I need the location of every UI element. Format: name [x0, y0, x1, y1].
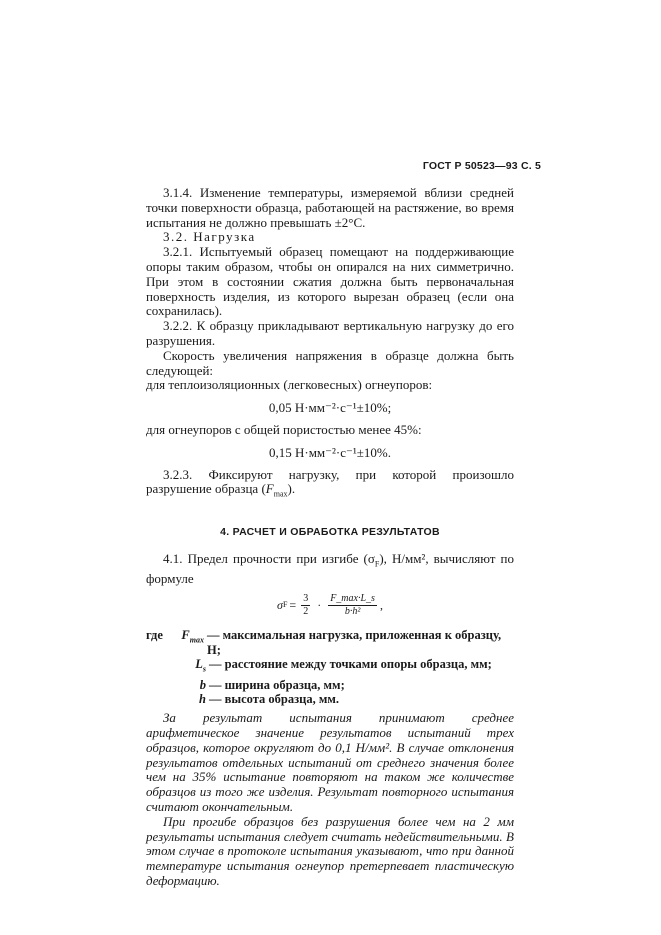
document-body	[146, 186, 514, 889]
heading-3-2-load: 3.2. Нагрузка	[163, 229, 256, 245]
legend-description: — максимальная нагрузка, приложенная к образцу, Н;	[207, 627, 502, 657]
formula-lhs-subscript: F	[282, 599, 288, 609]
formula-porous: 0,15 Н·мм⁻²·с⁻¹±10%.	[268, 444, 391, 460]
legend-symbol: $L_s$	[195, 657, 206, 674]
paragraph-3-1-4: 3.1.4. Изменение температуры, измеряемой вблизи средней точки поверхности образца, работающей на растяжение, во время испытания не должно превышать ±2°С.	[146, 185, 514, 230]
sigma-subscript: F	[374, 559, 380, 569]
legend-row	[146, 678, 514, 693]
fraction2-denominator: b·h²	[344, 605, 361, 617]
formula-dot: ·	[317, 597, 322, 612]
fraction2-numerator: F_max·L_s	[330, 592, 375, 604]
paragraph-3-2-1: 3.2.1. Испытуемый образец помещают на поддерживающие опоры таким образом, чтобы он опирался на них симметрично. При этом в состоянии сжатия должна быть первоначальная поверхность изделия, из которого вырезан образец (если она сохранилась).	[146, 244, 514, 319]
legend-symbol: b	[199, 677, 206, 692]
legend-description: — высота образца, мм.	[209, 692, 340, 707]
paragraph-porous: для огнеупоров с общей пористостью менее 45%:	[146, 421, 422, 437]
paragraph-3-2-2: 3.2.2. К образцу прикладывают вертикальную нагрузку до его разрушения.	[146, 318, 514, 348]
legend-row	[146, 692, 514, 707]
legend-row	[146, 657, 514, 677]
flexural-strength-formula	[146, 593, 514, 618]
paragraph-result: За результат испытания принимают среднее арифметическое значение результатов испытаний трех образцов, которое округляют до 0,1 Н/мм². В случае отклонения результатов отдельных испытаний от среднего значения более чем на 35% испытание повторяют на таком же количестве образцов из того же изделия. Результат повторного испытания считают окончательным.	[146, 710, 514, 814]
fraction1-numerator: 3	[303, 592, 309, 604]
fmax-symbol: F	[265, 481, 274, 497]
formula-equals: =	[289, 597, 297, 612]
symbol-legend	[146, 628, 514, 707]
paragraph-3-2-3	[146, 468, 514, 503]
fraction1-denominator: 2	[303, 605, 309, 617]
paragraph-3-2-3-text: 3.2.3. Фиксируют нагрузку, при которой произошло разрушение образца (	[146, 466, 514, 497]
formula-lightweight: 0,05 Н·мм⁻²·с⁻¹±10%;	[268, 400, 392, 416]
formula-end: ,	[379, 597, 383, 612]
paragraph-deflection: При прогибе образцов без разрушения более чем на 2 мм результаты испытания следует считать недействительными. В этом случае в протоколе испытания указывают, что при данной температуре испытания огнеупор претерпевает пластическую деформацию.	[146, 813, 514, 888]
fraction-three-halves	[301, 593, 310, 618]
paragraph-4-1	[146, 552, 514, 587]
legend-row	[146, 628, 514, 658]
paragraph-3-2-3-end: ).	[287, 481, 296, 497]
legend-symbol: h	[199, 692, 206, 707]
legend-symbol: $F_{max}$	[181, 627, 204, 645]
legend-description: — расстояние между точками опоры образца, мм;	[209, 657, 492, 672]
formula-lhs: σ	[277, 597, 283, 612]
fmax-subscript: max	[273, 489, 288, 499]
legend-lead: где	[146, 627, 163, 642]
legend-description: — ширина образца, мм;	[209, 677, 345, 692]
document-header: ГОСТ Р 50523—93 С. 5	[422, 160, 541, 172]
paragraph-lightweight: для теплоизоляционных (легковесных) огнеупоров:	[146, 377, 433, 393]
paragraph-speed: Скорость увеличения напряжения в образце должна быть следующей:	[146, 347, 514, 378]
fraction-load	[328, 593, 377, 618]
paragraph-4-1-text-a: 4.1. Предел прочности при изгибе (σ	[163, 550, 375, 566]
section-4-title: 4. РАСЧЕТ И ОБРАБОТКА РЕЗУЛЬТАТОВ	[220, 525, 440, 538]
paragraph-4-1-text-b: ), Н/мм², вычисляют по формуле	[146, 550, 514, 586]
